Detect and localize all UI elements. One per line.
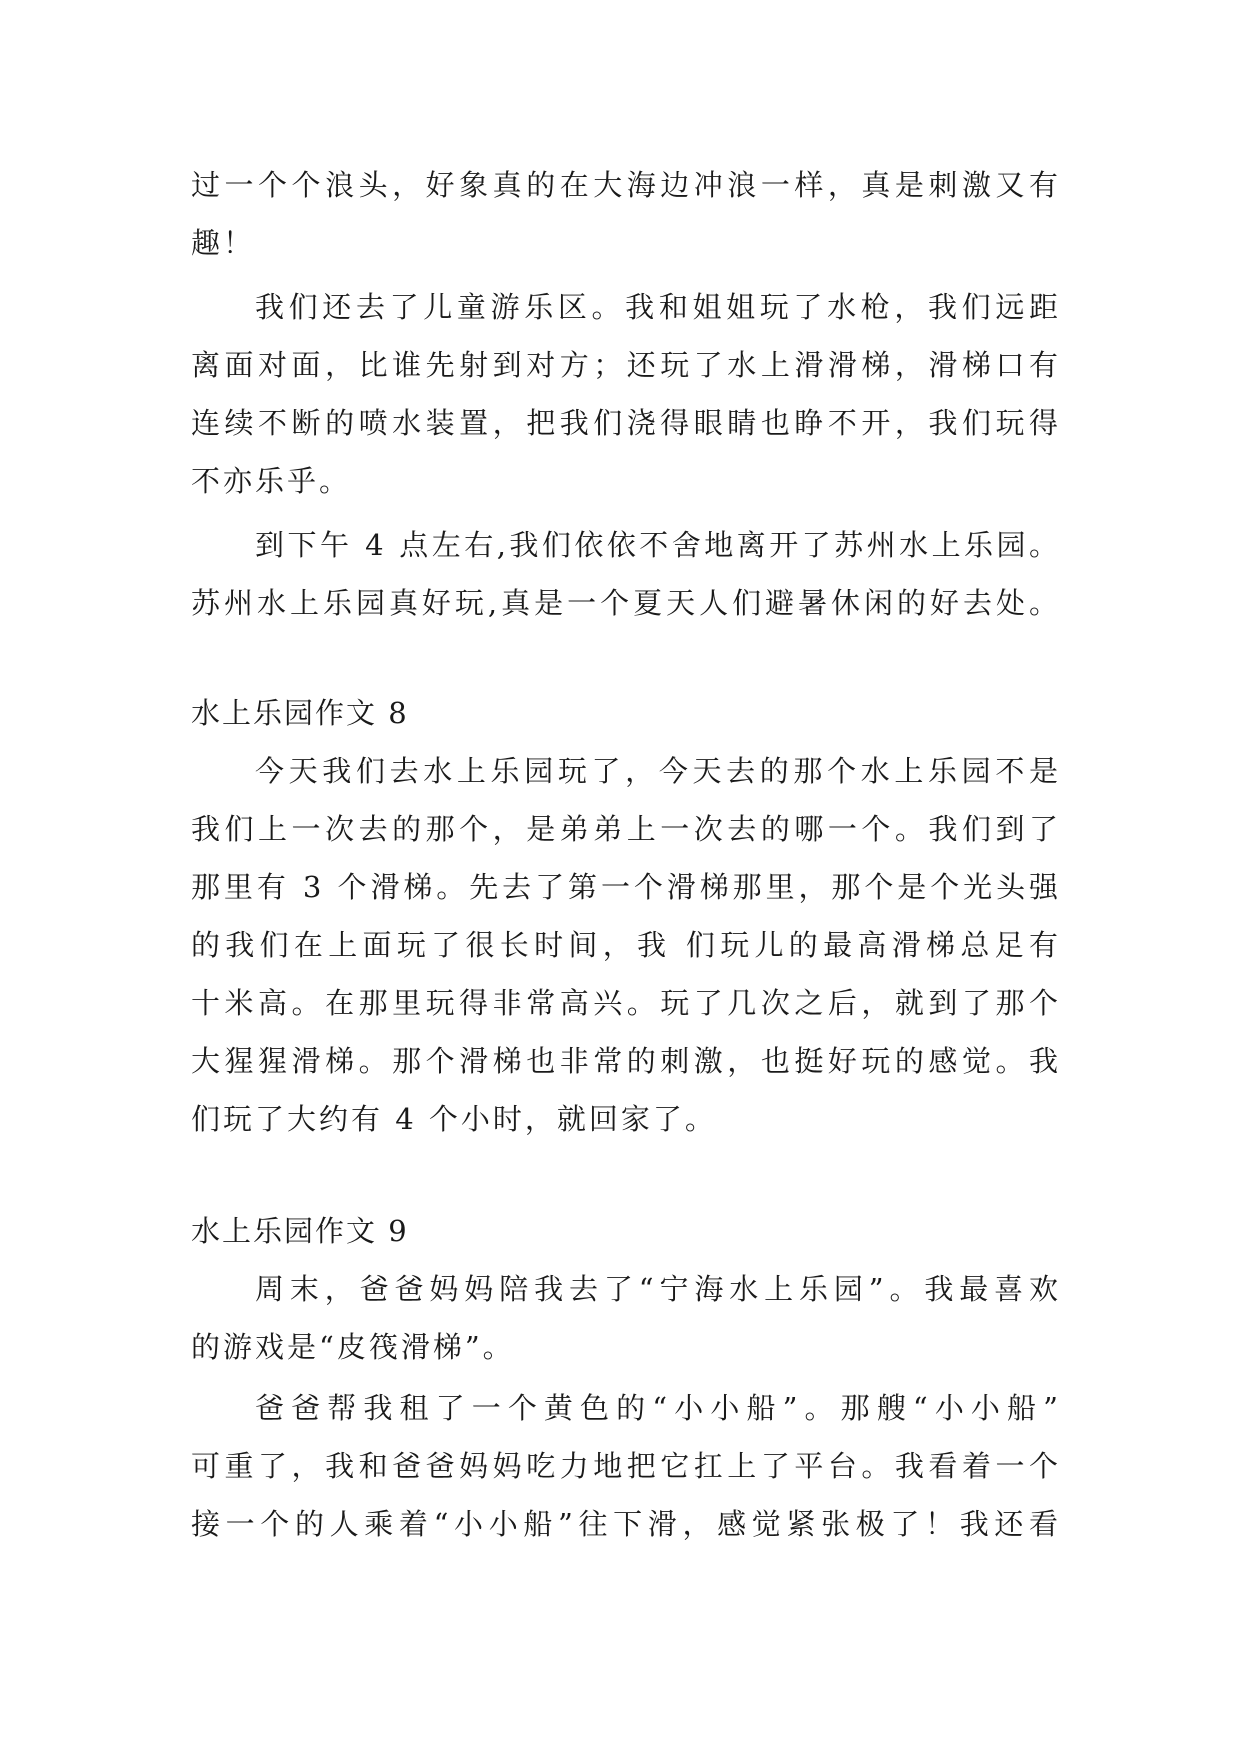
text-line: 我们还去了儿童游乐区。我和姐姐玩了水枪，我们远距 (255, 290, 1061, 324)
text-line: 周末，爸爸妈妈陪我去了“宁海水上乐园”。我最喜欢 (255, 1272, 1061, 1306)
text-line: 接一个的人乘着“小小船”往下滑，感觉紧张极了！我还看 (191, 1507, 1061, 1541)
text-line: 今天我们去水上乐园玩了，今天去的那个水上乐园不是 (255, 754, 1061, 788)
text-line: 苏州水上乐园真好玩,真是一个夏天人们避暑休闲的好去处。 (191, 586, 1061, 620)
text-line: 们玩了大约有 4 个小时，就回家了。 (191, 1102, 717, 1136)
text-line: 的我们在上面玩了很长时间，我 们玩儿的最高滑梯总足有 (191, 928, 1061, 962)
text-line: 爸爸帮我租了一个黄色的“小小船”。那艘“小小船” (255, 1391, 1061, 1425)
text-line: 到下午 4 点左右,我们依依不舍地离开了苏州水上乐园。 (255, 528, 1061, 562)
section-heading: 水上乐园作文 8 (191, 696, 409, 730)
text-line: 过一个个浪头，好象真的在大海边冲浪一样，真是刺激又有 (191, 168, 1061, 202)
text-line: 我们上一次去的那个，是弟弟上一次去的哪一个。我们到了 (191, 812, 1061, 846)
text-line: 那里有 3 个滑梯。先去了第一个滑梯那里，那个是个光头强 (191, 870, 1061, 904)
text-line: 离面对面，比谁先射到对方；还玩了水上滑滑梯，滑梯口有 (191, 348, 1061, 382)
text-line: 可重了，我和爸爸妈妈吃力地把它扛上了平台。我看着一个 (191, 1449, 1061, 1483)
text-line: 十米高。在那里玩得非常高兴。玩了几次之后，就到了那个 (191, 986, 1061, 1020)
section-heading: 水上乐园作文 9 (191, 1214, 409, 1248)
text-line: 的游戏是“皮筏滑梯”。 (191, 1330, 515, 1364)
text-line: 连续不断的喷水装置，把我们浇得眼睛也睁不开，我们玩得 (191, 406, 1061, 440)
text-line: 不亦乐乎。 (191, 464, 352, 498)
text-line: 趣！ (191, 226, 256, 260)
text-line: 大猩猩滑梯。那个滑梯也非常的刺激，也挺好玩的感觉。我 (191, 1044, 1061, 1078)
